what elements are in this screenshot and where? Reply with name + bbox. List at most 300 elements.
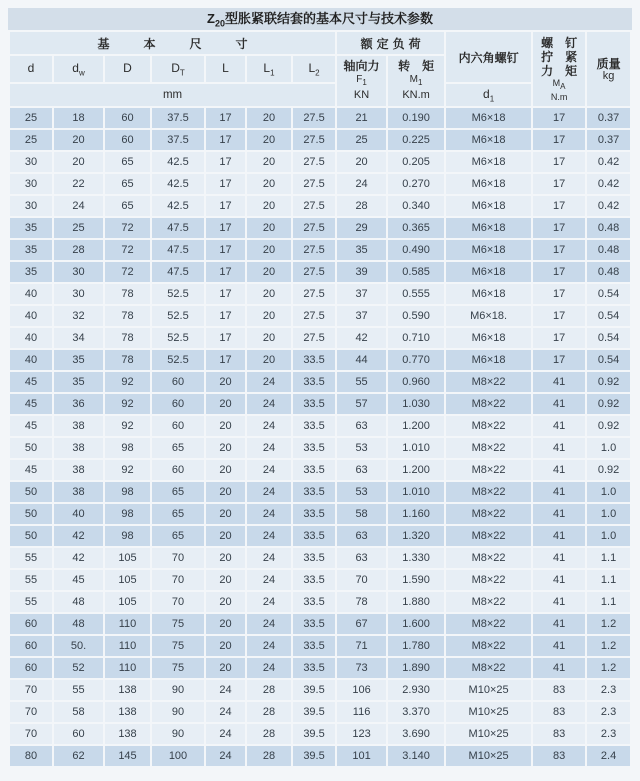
cell-axial-force: 73: [337, 658, 386, 678]
cell-torque: 1.330: [388, 548, 444, 568]
cell-D: 98: [105, 438, 150, 458]
cell-L2: 27.5: [293, 196, 335, 216]
cell-L1: 20: [247, 196, 291, 216]
cell-L2: 33.5: [293, 658, 335, 678]
cell-L1: 24: [247, 460, 291, 480]
title-prefix: Z: [207, 11, 215, 26]
cell-screw-spec: M8×22: [446, 372, 531, 392]
cell-D: 72: [105, 218, 150, 238]
cell-screw-spec: M10×25: [446, 724, 531, 744]
table-row: [10, 658, 630, 678]
cell-DT: 42.5: [152, 196, 204, 216]
cell-L2: 39.5: [293, 680, 335, 700]
cell-screw-spec: M10×25: [446, 702, 531, 722]
cell-DT: 90: [152, 724, 204, 744]
cell-screw-spec: M8×22: [446, 438, 531, 458]
cell-mass: 0.48: [587, 218, 630, 238]
cell-dw: 48: [54, 592, 103, 612]
col-axial-force: [337, 56, 386, 106]
cell-d: 45: [10, 372, 52, 392]
cell-tightening-torque: 83: [533, 702, 585, 722]
cell-L1: 24: [247, 372, 291, 392]
cell-dw: 24: [54, 196, 103, 216]
cell-screw-spec: M6×18: [446, 174, 531, 194]
cell-D: 138: [105, 724, 150, 744]
table-row: [10, 592, 630, 612]
table-row: [10, 196, 630, 216]
cell-L1: 20: [247, 218, 291, 238]
col-dw: $d_w$: [54, 56, 103, 82]
table-row: [10, 350, 630, 370]
cell-axial-force: 63: [337, 526, 386, 546]
table-row: [10, 724, 630, 744]
unit-mm: mm: [10, 84, 335, 106]
cell-dw: 48: [54, 614, 103, 634]
cell-D: 60: [105, 108, 150, 128]
cell-dw: 18: [54, 108, 103, 128]
cell-DT: 65: [152, 482, 204, 502]
cell-tightening-torque: 17: [533, 218, 585, 238]
cell-L1: 24: [247, 658, 291, 678]
cell-L: 20: [206, 482, 245, 502]
cell-tightening-torque: 41: [533, 658, 585, 678]
cell-L1: 20: [247, 152, 291, 172]
cell-DT: 52.5: [152, 350, 204, 370]
table-row: [10, 746, 630, 766]
cell-D: 78: [105, 328, 150, 348]
cell-L: 20: [206, 614, 245, 634]
cell-d: 25: [10, 130, 52, 150]
cell-screw-spec: M6×18: [446, 196, 531, 216]
table-row: [10, 438, 630, 458]
cell-screw-spec: M6×18.: [446, 306, 531, 326]
cell-dw: 42: [54, 548, 103, 568]
cell-tightening-torque: 41: [533, 548, 585, 568]
cell-torque: 0.770: [388, 350, 444, 370]
cell-mass: 1.1: [587, 570, 630, 590]
cell-tightening-torque: 17: [533, 108, 585, 128]
cell-L2: 33.5: [293, 504, 335, 524]
cell-axial-force: 101: [337, 746, 386, 766]
cell-axial-force: 25: [337, 130, 386, 150]
cell-L1: 20: [247, 350, 291, 370]
cell-screw-spec: M8×22: [446, 482, 531, 502]
col-screw-tightening-torque: [533, 32, 585, 106]
cell-L2: 33.5: [293, 614, 335, 634]
cell-axial-force: 24: [337, 174, 386, 194]
cell-axial-force: 55: [337, 372, 386, 392]
cell-mass: 0.48: [587, 262, 630, 282]
cell-screw-spec: M8×22: [446, 394, 531, 414]
cell-screw-spec: M8×22: [446, 526, 531, 546]
cell-mass: 1.0: [587, 526, 630, 546]
cell-D: 65: [105, 152, 150, 172]
table-row: [10, 152, 630, 172]
cell-D: 72: [105, 240, 150, 260]
cell-screw-spec: M8×22: [446, 658, 531, 678]
cell-dw: 38: [54, 416, 103, 436]
cell-L2: 27.5: [293, 108, 335, 128]
cell-L: 17: [206, 284, 245, 304]
cell-DT: 37.5: [152, 130, 204, 150]
cell-DT: 47.5: [152, 218, 204, 238]
table-body: [10, 108, 630, 766]
cell-mass: 0.92: [587, 372, 630, 392]
cell-dw: 20: [54, 152, 103, 172]
cell-torque: 1.590: [388, 570, 444, 590]
cell-L: 20: [206, 592, 245, 612]
cell-mass: 0.42: [587, 152, 630, 172]
cell-axial-force: 57: [337, 394, 386, 414]
col-DT: $D_T$: [152, 56, 204, 82]
cell-D: 138: [105, 680, 150, 700]
cell-L2: 27.5: [293, 306, 335, 326]
cell-L: 17: [206, 350, 245, 370]
cell-L: 17: [206, 108, 245, 128]
cell-L2: 27.5: [293, 218, 335, 238]
cell-L2: 33.5: [293, 372, 335, 392]
cell-axial-force: 116: [337, 702, 386, 722]
cell-torque: 0.555: [388, 284, 444, 304]
col-d: d: [10, 56, 52, 82]
cell-mass: 0.48: [587, 240, 630, 260]
table-row: [10, 548, 630, 568]
cell-d: 45: [10, 460, 52, 480]
cell-L: 17: [206, 262, 245, 282]
cell-D: 78: [105, 306, 150, 326]
cell-axial-force: 28: [337, 196, 386, 216]
cell-screw-spec: M8×22: [446, 504, 531, 524]
cell-dw: 22: [54, 174, 103, 194]
cell-screw-spec: M6×18: [446, 108, 531, 128]
cell-L1: 24: [247, 592, 291, 612]
cell-d: 60: [10, 636, 52, 656]
cell-tightening-torque: 41: [533, 394, 585, 414]
cell-L: 17: [206, 328, 245, 348]
cell-D: 78: [105, 350, 150, 370]
cell-L1: 24: [247, 416, 291, 436]
cell-tightening-torque: 17: [533, 130, 585, 150]
cell-d: 70: [10, 680, 52, 700]
cell-L: 20: [206, 658, 245, 678]
cell-L: 20: [206, 416, 245, 436]
table-row: [10, 460, 630, 480]
cell-L: 17: [206, 306, 245, 326]
cell-D: 105: [105, 570, 150, 590]
cell-DT: 60: [152, 416, 204, 436]
cell-DT: 70: [152, 548, 204, 568]
cell-L: 17: [206, 130, 245, 150]
cell-torque: 0.490: [388, 240, 444, 260]
torque-label: 转 矩: [398, 59, 435, 73]
cell-D: 98: [105, 482, 150, 502]
cell-torque: 0.190: [388, 108, 444, 128]
cell-tightening-torque: 41: [533, 482, 585, 502]
cell-L2: 33.5: [293, 592, 335, 612]
cell-d: 40: [10, 328, 52, 348]
cell-dw: 45: [54, 570, 103, 590]
cell-L: 20: [206, 636, 245, 656]
cell-d: 70: [10, 702, 52, 722]
cell-mass: 0.37: [587, 130, 630, 150]
cell-DT: 75: [152, 614, 204, 634]
cell-D: 105: [105, 548, 150, 568]
table-row: [10, 306, 630, 326]
cell-mass: 0.92: [587, 394, 630, 414]
cell-axial-force: 37: [337, 284, 386, 304]
table-row: [10, 614, 630, 634]
cell-d: 45: [10, 416, 52, 436]
cell-torque: 1.200: [388, 416, 444, 436]
col-mass: [587, 32, 630, 106]
cell-L1: 28: [247, 680, 291, 700]
cell-axial-force: 106: [337, 680, 386, 700]
cell-screw-spec: M6×18: [446, 350, 531, 370]
cell-L2: 39.5: [293, 724, 335, 744]
cell-dw: 58: [54, 702, 103, 722]
cell-D: 98: [105, 504, 150, 524]
cell-screw-spec: M8×22: [446, 592, 531, 612]
cell-mass: 0.54: [587, 284, 630, 304]
cell-mass: 1.0: [587, 504, 630, 524]
col-group-rated-load: 额定负荷: [337, 32, 444, 54]
cell-L: 24: [206, 702, 245, 722]
cell-axial-force: 39: [337, 262, 386, 282]
table-title: [8, 8, 632, 30]
cell-torque: 1.600: [388, 614, 444, 634]
axial-force-label: 轴向力: [343, 59, 380, 73]
cell-D: 138: [105, 702, 150, 722]
cell-d: 40: [10, 350, 52, 370]
cell-D: 65: [105, 174, 150, 194]
cell-dw: 38: [54, 438, 103, 458]
cell-L2: 27.5: [293, 262, 335, 282]
cell-L2: 39.5: [293, 746, 335, 766]
cell-L1: 24: [247, 504, 291, 524]
cell-d: 55: [10, 592, 52, 612]
cell-dw: 30: [54, 262, 103, 282]
cell-dw: 35: [54, 372, 103, 392]
table-row: [10, 328, 630, 348]
table-row: [10, 130, 630, 150]
cell-torque: 0.710: [388, 328, 444, 348]
table-row: [10, 526, 630, 546]
cell-DT: 60: [152, 460, 204, 480]
cell-mass: 2.3: [587, 702, 630, 722]
cell-L1: 24: [247, 548, 291, 568]
cell-torque: 1.780: [388, 636, 444, 656]
cell-d: 30: [10, 174, 52, 194]
cell-L2: 27.5: [293, 130, 335, 150]
cell-L2: 33.5: [293, 548, 335, 568]
cell-torque: 0.585: [388, 262, 444, 282]
cell-L2: 27.5: [293, 328, 335, 348]
cell-L: 20: [206, 504, 245, 524]
cell-D: 110: [105, 614, 150, 634]
cell-axial-force: 20: [337, 152, 386, 172]
cell-torque: 0.365: [388, 218, 444, 238]
cell-d: 50: [10, 526, 52, 546]
cell-tightening-torque: 41: [533, 570, 585, 590]
cell-screw-spec: M6×18: [446, 240, 531, 260]
cell-tightening-torque: 83: [533, 724, 585, 744]
table-row: [10, 218, 630, 238]
cell-dw: 38: [54, 460, 103, 480]
tightening-line-2: 拧 紧: [541, 50, 578, 65]
cell-DT: 100: [152, 746, 204, 766]
axial-force-unit: KN: [353, 89, 370, 101]
table-row: [10, 482, 630, 502]
table-row: [10, 174, 630, 194]
table-row: [10, 416, 630, 436]
torque-unit: KN.m: [402, 89, 430, 101]
cell-L2: 33.5: [293, 416, 335, 436]
cell-torque: 1.200: [388, 460, 444, 480]
cell-L1: 20: [247, 108, 291, 128]
cell-axial-force: 123: [337, 724, 386, 744]
cell-DT: 37.5: [152, 108, 204, 128]
mass-unit: kg: [602, 70, 615, 82]
cell-D: 105: [105, 592, 150, 612]
cell-d: 35: [10, 218, 52, 238]
cell-L2: 27.5: [293, 284, 335, 304]
table-row: [10, 636, 630, 656]
cell-screw-spec: M10×25: [446, 680, 531, 700]
table-row: [10, 570, 630, 590]
cell-L2: 27.5: [293, 174, 335, 194]
cell-d: 40: [10, 306, 52, 326]
cell-d: 50: [10, 438, 52, 458]
cell-mass: 0.42: [587, 174, 630, 194]
cell-axial-force: 58: [337, 504, 386, 524]
tightening-line-1: 螺 钉: [541, 36, 578, 51]
cell-mass: 0.42: [587, 196, 630, 216]
cell-torque: 0.205: [388, 152, 444, 172]
cell-tightening-torque: 41: [533, 592, 585, 612]
cell-torque: 3.140: [388, 746, 444, 766]
cell-L: 17: [206, 218, 245, 238]
cell-axial-force: 63: [337, 548, 386, 568]
col-L2: $L_2$: [293, 56, 335, 82]
cell-tightening-torque: 41: [533, 460, 585, 480]
cell-d: 50: [10, 504, 52, 524]
cell-dw: 52: [54, 658, 103, 678]
cell-mass: 2.3: [587, 680, 630, 700]
cell-L2: 33.5: [293, 636, 335, 656]
cell-dw: 42: [54, 526, 103, 546]
cell-dw: 38: [54, 482, 103, 502]
cell-DT: 70: [152, 592, 204, 612]
cell-DT: 90: [152, 702, 204, 722]
cell-axial-force: 78: [337, 592, 386, 612]
cell-torque: 0.340: [388, 196, 444, 216]
tightening-line-3: 力 矩: [541, 64, 578, 79]
cell-L1: 20: [247, 130, 291, 150]
cell-torque: 1.010: [388, 438, 444, 458]
cell-axial-force: 70: [337, 570, 386, 590]
cell-L1: 20: [247, 240, 291, 260]
cell-torque: 1.880: [388, 592, 444, 612]
table-row: [10, 262, 630, 282]
cell-mass: 1.1: [587, 592, 630, 612]
col-d1: $d_1$: [446, 84, 531, 106]
cell-L: 17: [206, 196, 245, 216]
cell-d: 55: [10, 548, 52, 568]
cell-D: 98: [105, 526, 150, 546]
cell-d: 25: [10, 108, 52, 128]
cell-L: 17: [206, 174, 245, 194]
cell-mass: 0.37: [587, 108, 630, 128]
cell-L: 20: [206, 548, 245, 568]
cell-L2: 33.5: [293, 570, 335, 590]
cell-tightening-torque: 41: [533, 438, 585, 458]
cell-screw-spec: M6×18: [446, 262, 531, 282]
torque-symbol: $M_1$: [409, 74, 423, 87]
cell-tightening-torque: 83: [533, 746, 585, 766]
cell-L: 20: [206, 438, 245, 458]
title-text: 型胀紧联结套的基本尺寸与技术参数: [224, 11, 433, 26]
cell-D: 72: [105, 262, 150, 282]
cell-screw-spec: M10×25: [446, 746, 531, 766]
cell-L1: 24: [247, 482, 291, 502]
cell-torque: 1.010: [388, 482, 444, 502]
cell-D: 78: [105, 284, 150, 304]
cell-torque: 0.225: [388, 130, 444, 150]
cell-d: 45: [10, 394, 52, 414]
cell-axial-force: 67: [337, 614, 386, 634]
cell-dw: 30: [54, 284, 103, 304]
cell-L: 24: [206, 746, 245, 766]
cell-mass: 0.92: [587, 416, 630, 436]
table-row: [10, 240, 630, 260]
mass-label: 质量: [596, 57, 621, 71]
cell-tightening-torque: 41: [533, 504, 585, 524]
cell-screw-spec: M6×18: [446, 284, 531, 304]
cell-DT: 90: [152, 680, 204, 700]
cell-L: 20: [206, 526, 245, 546]
cell-axial-force: 35: [337, 240, 386, 260]
cell-d: 50: [10, 482, 52, 502]
cell-DT: 52.5: [152, 328, 204, 348]
cell-d: 30: [10, 196, 52, 216]
cell-L: 20: [206, 460, 245, 480]
cell-L2: 33.5: [293, 350, 335, 370]
cell-tightening-torque: 41: [533, 372, 585, 392]
cell-axial-force: 42: [337, 328, 386, 348]
cell-torque: 0.270: [388, 174, 444, 194]
cell-DT: 42.5: [152, 174, 204, 194]
cell-d: 60: [10, 658, 52, 678]
table-row: [10, 394, 630, 414]
cell-L2: 39.5: [293, 702, 335, 722]
cell-torque: 1.890: [388, 658, 444, 678]
cell-L: 20: [206, 372, 245, 392]
cell-DT: 47.5: [152, 240, 204, 260]
cell-d: 40: [10, 284, 52, 304]
cell-L1: 28: [247, 724, 291, 744]
cell-mass: 2.4: [587, 746, 630, 766]
cell-tightening-torque: 83: [533, 680, 585, 700]
cell-L1: 20: [247, 328, 291, 348]
cell-axial-force: 37: [337, 306, 386, 326]
cell-tightening-torque: 17: [533, 350, 585, 370]
cell-screw-spec: M8×22: [446, 636, 531, 656]
cell-L2: 33.5: [293, 526, 335, 546]
cell-torque: 3.690: [388, 724, 444, 744]
cell-L2: 33.5: [293, 394, 335, 414]
cell-D: 110: [105, 636, 150, 656]
cell-mass: 2.3: [587, 724, 630, 744]
